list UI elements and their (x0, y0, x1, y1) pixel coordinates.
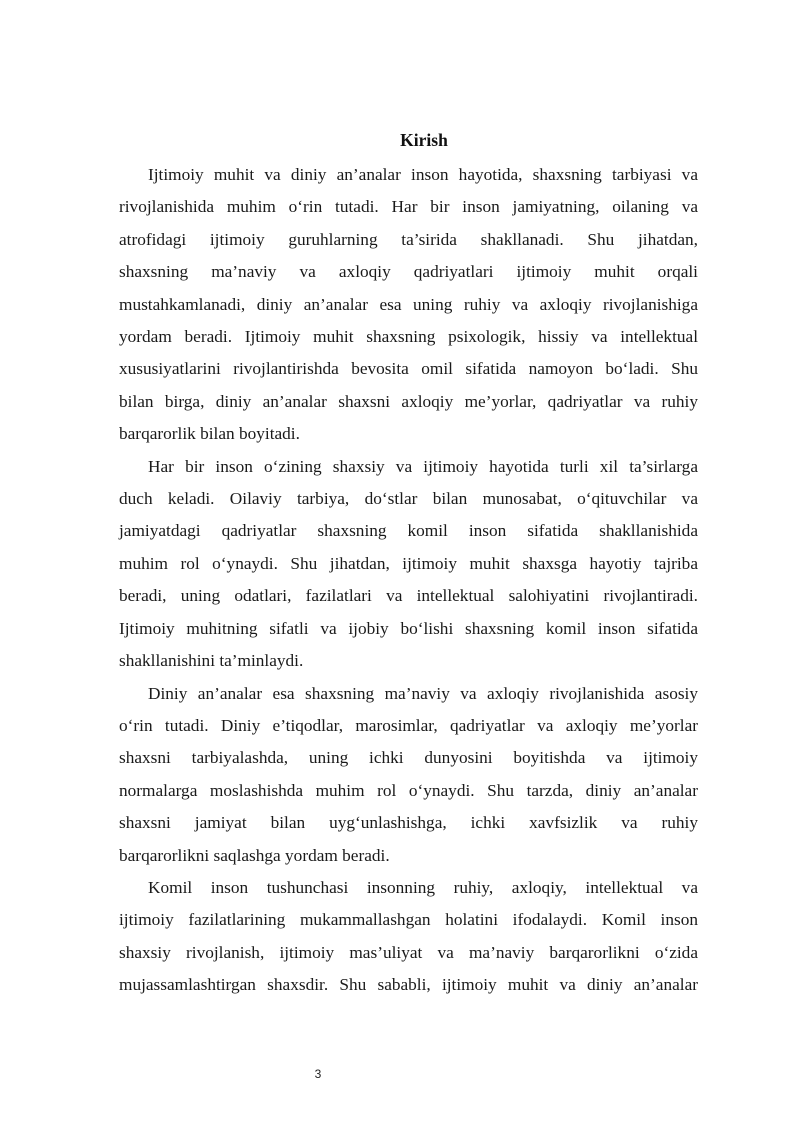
text-line: shakllanishini ta’minlaydi. (119, 651, 304, 671)
text-line: shaxsni jamiyat bilan uyg‘unlashishga, ichki xavfsizlik va ruhiy (119, 813, 698, 833)
text-line: rivojlanishida muhim o‘rin tutadi. Har bir inson jamiyatning, oilaning va (119, 197, 698, 217)
text-line: Ijtimoiy muhit va diniy an’analar inson hayotida, shaxsning tarbiyasi va (148, 165, 698, 184)
paragraph-4 (119, 872, 698, 1002)
text-line: jamiyatdagi qadriyatlar shaxsning komil inson sifatida shakllanishida (119, 521, 698, 541)
paragraph-2 (119, 451, 698, 678)
text-line: shaxsning ma’naviy va axloqiy qadriyatlari ijtimoiy muhit orqali (119, 262, 698, 282)
text-line: normalarga moslashishda muhim rol o‘ynaydi. Shu tarzda, diniy an’analar (119, 780, 698, 800)
body-text (119, 159, 698, 1002)
text-line: Diniy an’analar esa shaxsning ma’naviy va axloqiy rivojlanishida asosiy (148, 683, 698, 703)
text-line: xususiyatlarini rivojlantirishda bevosita omil sifatida namoyon bo‘ladi. Shu (119, 359, 698, 379)
text-line: shaxsiy rivojlanish, ijtimoiy mas’uliyat va ma’naviy barqarorlikni o‘zida (119, 942, 698, 962)
text-line: barqarorlik bilan boyitadi. (119, 424, 300, 444)
text-line: barqarorlikni saqlashga yordam beradi. (119, 845, 390, 865)
section-heading: Kirish (400, 130, 448, 150)
text-line: duch keladi. Oilaviy tarbiya, do‘stlar bilan munosabat, o‘qituvchilar va (119, 489, 698, 509)
text-line: beradi, uning odatlari, fazilatlari va intellektual salohiyatini rivojlantiradi. (119, 586, 698, 606)
text-line: yordam beradi. Ijtimoiy muhit shaxsning psixologik, hissiy va intellektual (119, 327, 698, 347)
text-line: Ijtimoiy muhitning sifatli va ijobiy bo‘lishi shaxsning komil inson sifatida (119, 618, 698, 638)
paragraph-3 (119, 678, 698, 872)
text-line: Komil inson tushunchasi insonning ruhiy, axloqiy, intellektual va (148, 877, 698, 897)
text-line: mujassamlashtirgan shaxsdir. Shu sababli, ijtimoiy muhit va diniy an’analar (119, 975, 698, 995)
text-line: o‘rin tutadi. Diniy e’tiqodlar, marosimlar, qadriyatlar va axloqiy me’yorlar (119, 715, 698, 735)
text-line: muhim rol o‘ynaydi. Shu jihatdan, ijtimoiy muhit shaxsga hayotiy tajriba (119, 553, 698, 573)
text-line: shaxsni tarbiyalashda, uning ichki dunyosini boyitishda va ijtimoiy (119, 748, 698, 768)
text-line: atrofidagi ijtimoiy guruhlarning ta’sirida shakllanadi. Shu jihatdan, (119, 229, 698, 249)
text-line: Har bir inson o‘zining shaxsiy va ijtimoiy hayotida turli xil ta’sirlarga (148, 456, 698, 476)
text-line: ijtimoiy fazilatlarining mukammallashgan holatini ifodalaydi. Komil inson (119, 910, 698, 930)
text-line: mustahkamlanadi, diniy an’analar esa uning ruhiy va axloqiy rivojlanishiga (119, 294, 698, 314)
paragraph-1 (119, 159, 698, 451)
text-line: bilan birga, diniy an’analar shaxsni axloqiy me’yorlar, qadriyatlar va ruhiy (119, 391, 698, 411)
page-number: 3 (314, 1067, 322, 1081)
